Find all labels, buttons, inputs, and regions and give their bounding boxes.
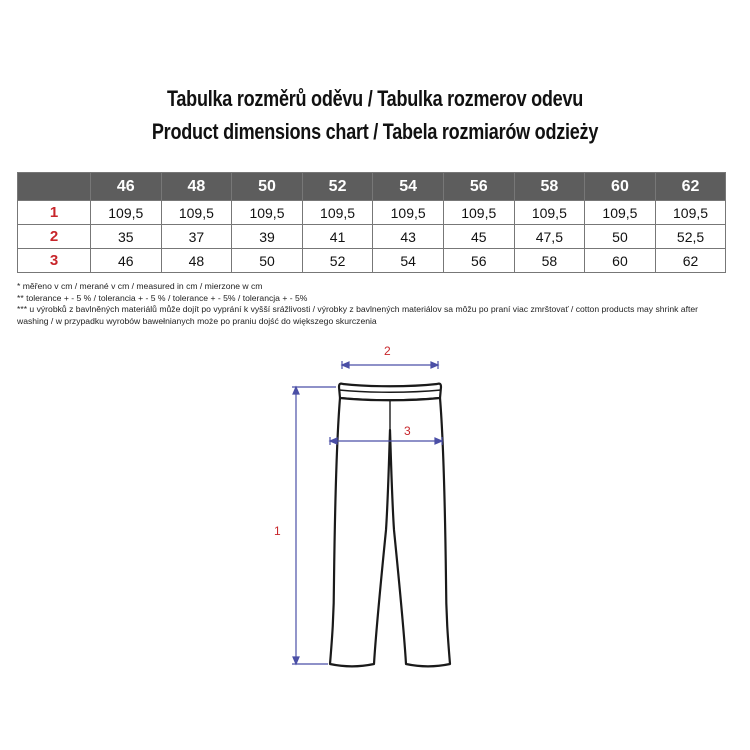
- dimension-1-label: 1: [274, 524, 281, 538]
- dimension-2-label: 2: [384, 344, 391, 358]
- size-header-row: [18, 173, 726, 201]
- table-cell: 43: [373, 225, 444, 249]
- table-cell: 109,5: [91, 201, 162, 225]
- table-cell: 54: [373, 249, 444, 273]
- title-line-2: Product dimensions chart / Tabela rozmiarów odzieży: [151, 119, 599, 144]
- size-header: 50: [232, 173, 303, 201]
- table-cell: 45: [443, 225, 514, 249]
- size-header: 48: [161, 173, 232, 201]
- note-tolerance: ** tolerance + - 5 % / tolerancia + - 5 % / tolerance + - 5% / tolerancja + - 5%: [17, 292, 308, 303]
- table-cell: 37: [161, 225, 232, 249]
- table-cell: 41: [302, 225, 373, 249]
- table-cell: 39: [232, 225, 303, 249]
- table-row: [18, 225, 726, 249]
- title-line-1: Tabulka rozměrů oděvu / Tabulka rozmerov odevu: [166, 86, 584, 111]
- table-cell: 109,5: [585, 201, 656, 225]
- dimensions-table: [17, 172, 726, 273]
- table-cell: 50: [585, 225, 656, 249]
- table-cell: 56: [443, 249, 514, 273]
- table-row: [18, 201, 726, 225]
- size-header: 46: [91, 173, 162, 201]
- table-cell: 109,5: [655, 201, 726, 225]
- size-header: 62: [655, 173, 726, 201]
- table-cell: 109,5: [302, 201, 373, 225]
- table-cell: 62: [655, 249, 726, 273]
- size-header: 56: [443, 173, 514, 201]
- size-header: 54: [373, 173, 444, 201]
- table-cell: 58: [514, 249, 585, 273]
- dimension-2-line: [342, 361, 438, 369]
- table-cell: 52: [302, 249, 373, 273]
- row-label: 3: [18, 249, 91, 273]
- row-label: 2: [18, 225, 91, 249]
- table-cell: 109,5: [514, 201, 585, 225]
- size-header: 52: [302, 173, 373, 201]
- notes: [17, 281, 717, 327]
- table-cell: 109,5: [161, 201, 232, 225]
- dimension-1-line: [292, 387, 336, 664]
- table-cell: 46: [91, 249, 162, 273]
- table-cell: 109,5: [443, 201, 514, 225]
- table-row: [18, 249, 726, 273]
- table-cell: 35: [91, 225, 162, 249]
- size-header: 60: [585, 173, 656, 201]
- size-header: 58: [514, 173, 585, 201]
- trousers-diagram: [260, 340, 490, 680]
- corner-cell: [18, 173, 91, 201]
- table-cell: 109,5: [232, 201, 303, 225]
- table-cell: 109,5: [373, 201, 444, 225]
- note-measured: * měřeno v cm / merané v cm / measured in cm / mierzone w cm: [17, 281, 263, 291]
- table-cell: 50: [232, 249, 303, 273]
- table-cell: 48: [161, 249, 232, 273]
- row-label: 1: [18, 201, 91, 225]
- table-cell: 60: [585, 249, 656, 273]
- table-cell: 52,5: [655, 225, 726, 249]
- table-cell: 47,5: [514, 225, 585, 249]
- note-shrink: *** u výrobků z bavlněných materiálů může dojít po vyprání k vyšší srážlivosti / výrobky z bavlnených materiálov sa môžu po praní viac zmrštovať / cotton products may shrink after washing / w przypadku wyrobów bawełnianych może po praniu dojść do większego skurczenia: [17, 304, 698, 326]
- dimension-3-label: 3: [404, 424, 411, 438]
